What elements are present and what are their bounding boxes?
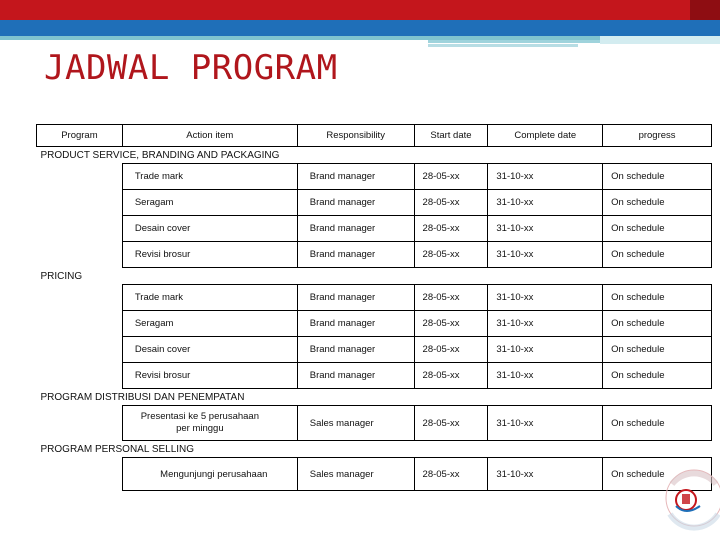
responsibility-cell: Brand manager: [297, 190, 414, 216]
responsibility-cell: Sales manager: [297, 406, 414, 441]
column-header: Program: [37, 125, 123, 147]
decorative-line: [600, 36, 720, 44]
start-date-cell: 28-05-xx: [414, 311, 488, 337]
table-row: [37, 190, 712, 216]
progress-cell: On schedule: [603, 337, 712, 363]
progress-cell: On schedule: [603, 363, 712, 389]
top-blue-band: [0, 20, 720, 36]
column-header: Action item: [122, 125, 297, 147]
table-row: [37, 164, 712, 190]
start-date-cell: 28-05-xx: [414, 285, 488, 311]
complete-date-cell: 31-10-xx: [488, 337, 603, 363]
start-date-cell: 28-05-xx: [414, 337, 488, 363]
table-row: [37, 458, 712, 491]
table-row: [37, 363, 712, 389]
action-item-cell: Seragam: [122, 311, 297, 337]
action-item-cell: Revisi brosur: [122, 363, 297, 389]
complete-date-cell: 31-10-xx: [488, 190, 603, 216]
column-header: Start date: [414, 125, 488, 147]
progress-cell: On schedule: [603, 164, 712, 190]
start-date-cell: 28-05-xx: [414, 216, 488, 242]
start-date-cell: 28-05-xx: [414, 363, 488, 389]
table-row: [37, 337, 712, 363]
responsibility-cell: Brand manager: [297, 164, 414, 190]
progress-cell: On schedule: [603, 311, 712, 337]
progress-cell: On schedule: [603, 216, 712, 242]
responsibility-cell: Brand manager: [297, 363, 414, 389]
table-row: [37, 311, 712, 337]
table-row: [37, 406, 712, 441]
section-header-row: [37, 268, 712, 285]
responsibility-cell: Brand manager: [297, 216, 414, 242]
section-title: PROGRAM PERSONAL SELLING: [40, 443, 195, 455]
start-date-cell: 28-05-xx: [414, 164, 488, 190]
responsibility-cell: Brand manager: [297, 311, 414, 337]
complete-date-cell: 31-10-xx: [488, 311, 603, 337]
responsibility-cell: Brand manager: [297, 285, 414, 311]
progress-cell: On schedule: [603, 406, 712, 441]
start-date-cell: 28-05-xx: [414, 190, 488, 216]
page-title: JADWAL PROGRAM: [44, 48, 338, 88]
progress-cell: On schedule: [603, 190, 712, 216]
complete-date-cell: 31-10-xx: [488, 458, 603, 491]
top-decoration-bar: [0, 0, 720, 24]
start-date-cell: 28-05-xx: [414, 406, 488, 441]
action-item-cell: Seragam: [122, 190, 297, 216]
complete-date-cell: 31-10-xx: [488, 406, 603, 441]
action-item-cell: Trade mark: [122, 164, 297, 190]
progress-cell: On schedule: [603, 458, 712, 491]
action-item-cell: Desain cover: [122, 216, 297, 242]
section-title: PRICING: [40, 270, 83, 282]
complete-date-cell: 31-10-xx: [488, 164, 603, 190]
start-date-cell: 28-05-xx: [414, 458, 488, 491]
action-item-cell: Desain cover: [122, 337, 297, 363]
section-title: PROGRAM DISTRIBUSI DAN PENEMPATAN: [40, 391, 245, 403]
action-item-cell: Presentasi ke 5 perusahaan per minggu: [122, 406, 297, 441]
schedule-table: [36, 124, 712, 491]
table-row: [37, 216, 712, 242]
complete-date-cell: 31-10-xx: [488, 242, 603, 268]
start-date-cell: 28-05-xx: [414, 242, 488, 268]
section-header-row: [37, 147, 712, 164]
action-item-cell: Trade mark: [122, 285, 297, 311]
progress-cell: On schedule: [603, 285, 712, 311]
decorative-line: [428, 44, 578, 47]
complete-date-cell: 31-10-xx: [488, 216, 603, 242]
university-seal-logo: [660, 460, 720, 536]
table-row: [37, 242, 712, 268]
progress-cell: On schedule: [603, 242, 712, 268]
section-header-row: [37, 389, 712, 406]
top-red-band: [0, 0, 720, 20]
complete-date-cell: 31-10-xx: [488, 285, 603, 311]
responsibility-cell: Brand manager: [297, 242, 414, 268]
table-row: [37, 285, 712, 311]
top-red-band-end: [690, 0, 720, 20]
complete-date-cell: 31-10-xx: [488, 363, 603, 389]
responsibility-cell: Sales manager: [297, 458, 414, 491]
action-item-cell: Revisi brosur: [122, 242, 297, 268]
section-title: PRODUCT SERVICE, BRANDING AND PACKAGING: [40, 149, 280, 161]
responsibility-cell: Brand manager: [297, 337, 414, 363]
column-header: Complete date: [488, 125, 603, 147]
table-header-row: [37, 125, 712, 147]
action-item-cell: Mengunjungi perusahaan: [122, 458, 297, 491]
column-header: Responsibility: [297, 125, 414, 147]
column-header: progress: [603, 125, 712, 147]
section-header-row: [37, 441, 712, 458]
